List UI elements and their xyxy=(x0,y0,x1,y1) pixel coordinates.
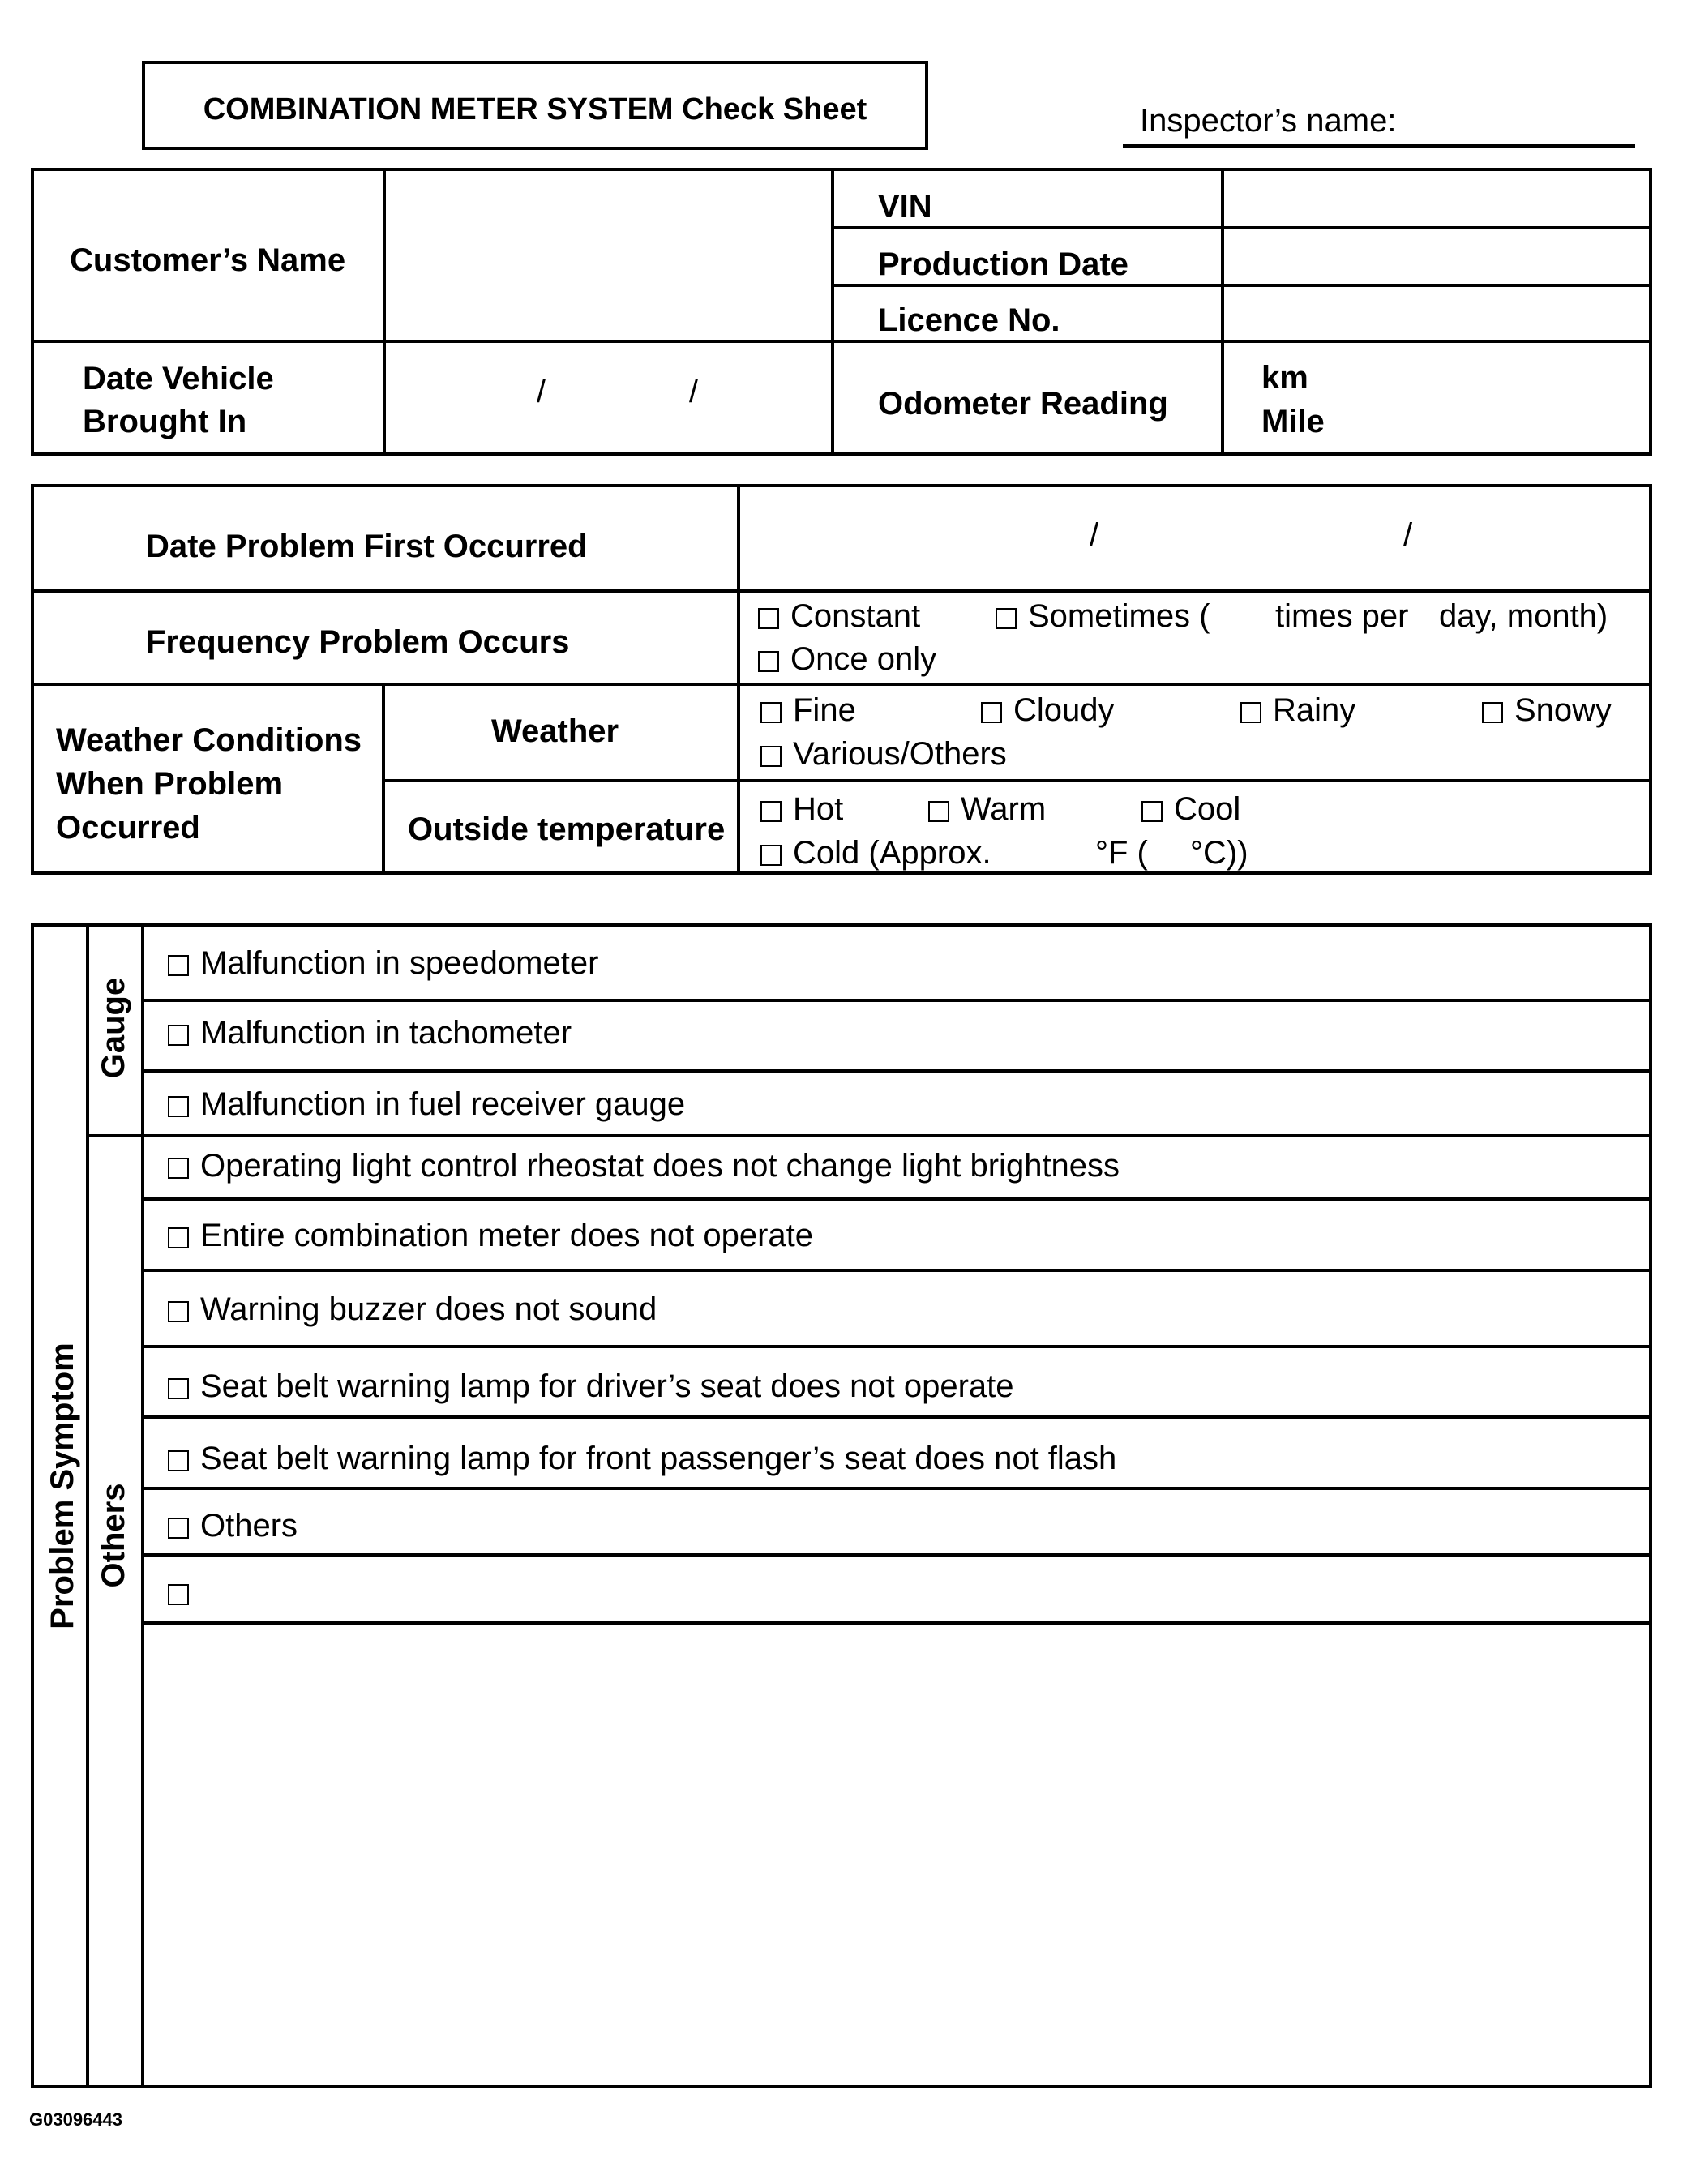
checkbox-icon[interactable] xyxy=(168,1158,189,1179)
weather-fine-option[interactable]: Fine xyxy=(760,694,856,726)
licence-field[interactable] xyxy=(1224,287,1649,340)
date-first-occurred-label: Date Problem First Occurred xyxy=(146,529,588,564)
weather-rainy-option[interactable]: Rainy xyxy=(1240,694,1355,726)
symptom-item[interactable]: Seat belt warning lamp for driver’s seat does not operate xyxy=(168,1370,1014,1402)
customer-name-label: Customer’s Name xyxy=(70,242,346,278)
date-vehicle-label-2: Brought In xyxy=(83,404,247,439)
symptom-item[interactable]: Seat belt warning lamp for front passenger’s seat does not flash xyxy=(168,1442,1116,1475)
vin-field[interactable] xyxy=(1224,171,1649,226)
weather-snowy-option[interactable]: Snowy xyxy=(1482,694,1612,726)
odometer-label: Odometer Reading xyxy=(878,386,1168,422)
freq-times-per-text: times per xyxy=(1275,598,1409,634)
outside-temperature-label: Outside temperature xyxy=(408,812,726,847)
symptom-item[interactable]: Entire combination meter does not operate xyxy=(168,1219,813,1252)
odometer-field[interactable] xyxy=(1224,343,1649,452)
mile-label: Mile xyxy=(1261,404,1325,439)
temp-cold-option[interactable]: Cold (Approx. xyxy=(760,837,991,869)
date-separator: / xyxy=(1090,517,1099,553)
customer-name-field[interactable] xyxy=(386,171,831,340)
date-separator: / xyxy=(1403,517,1413,553)
weather-group-label-1: Weather Conditions xyxy=(56,722,362,758)
licence-label: Licence No. xyxy=(878,302,1060,338)
checkbox-icon[interactable] xyxy=(760,801,782,822)
weather-group-label-2: When Problem xyxy=(56,766,284,802)
checkbox-icon[interactable] xyxy=(758,608,779,629)
freq-sometimes-option[interactable]: Sometimes ( xyxy=(996,600,1210,632)
sheet-title: COMBINATION METER SYSTEM Check Sheet xyxy=(203,92,867,126)
inspector-name-line[interactable] xyxy=(1123,144,1635,148)
checkbox-icon[interactable] xyxy=(1141,801,1163,822)
symptom-item[interactable]: Operating light control rheostat does not change light brightness xyxy=(168,1150,1120,1182)
symptom-item[interactable]: Malfunction in speedometer xyxy=(168,947,598,979)
checkbox-icon[interactable] xyxy=(928,801,949,822)
figure-id: G03096443 xyxy=(29,2109,122,2130)
freq-once-option[interactable]: Once only xyxy=(758,643,936,675)
freq-day-month-text: day, month) xyxy=(1439,598,1608,634)
km-label: km xyxy=(1261,360,1308,396)
symptom-item-blank[interactable] xyxy=(168,1576,200,1608)
checkbox-icon[interactable] xyxy=(760,746,782,767)
temp-fahrenheit-text: °F ( xyxy=(1095,835,1148,871)
checkbox-icon[interactable] xyxy=(168,1301,189,1322)
date-brought-in-field[interactable] xyxy=(386,343,831,452)
date-separator: / xyxy=(689,374,699,409)
date-separator: / xyxy=(537,374,546,409)
checkbox-icon[interactable] xyxy=(996,608,1017,629)
symptom-item[interactable]: Malfunction in fuel receiver gauge xyxy=(168,1088,685,1120)
checkbox-icon[interactable] xyxy=(758,651,779,672)
checkbox-icon[interactable] xyxy=(168,1450,189,1471)
freq-constant-option[interactable]: Constant xyxy=(758,600,920,632)
symptom-item[interactable]: Warning buzzer does not sound xyxy=(168,1293,657,1325)
checkbox-icon[interactable] xyxy=(168,1518,189,1539)
weather-group-label-3: Occurred xyxy=(56,810,200,846)
frequency-label: Frequency Problem Occurs xyxy=(146,624,570,660)
temp-cool-option[interactable]: Cool xyxy=(1141,793,1240,825)
production-date-field[interactable] xyxy=(1224,229,1649,284)
checkbox-icon[interactable] xyxy=(1482,702,1503,723)
temp-hot-option[interactable]: Hot xyxy=(760,793,843,825)
weather-cloudy-option[interactable]: Cloudy xyxy=(981,694,1115,726)
symptom-item[interactable]: Malfunction in tachometer xyxy=(168,1017,572,1049)
symptom-notes-area[interactable] xyxy=(144,1625,1649,2085)
inspector-label: Inspector’s name: xyxy=(1140,103,1397,139)
temp-celsius-text: °C)) xyxy=(1190,835,1248,871)
date-first-occurred-field[interactable] xyxy=(740,487,1649,589)
gauge-label: Gauge xyxy=(96,977,131,1079)
temp-warm-option[interactable]: Warm xyxy=(928,793,1046,825)
checkbox-icon[interactable] xyxy=(1240,702,1261,723)
weather-label: Weather xyxy=(491,713,619,749)
checkbox-icon[interactable] xyxy=(168,1227,189,1248)
production-date-label: Production Date xyxy=(878,246,1128,282)
checkbox-icon[interactable] xyxy=(168,1096,189,1117)
date-vehicle-label-1: Date Vehicle xyxy=(83,361,274,396)
weather-various-option[interactable]: Various/Others xyxy=(760,738,1007,770)
checkbox-icon[interactable] xyxy=(168,1378,189,1399)
others-label: Others xyxy=(96,1483,131,1588)
checkbox-icon[interactable] xyxy=(760,702,782,723)
problem-symptom-label: Problem Symptom xyxy=(45,1343,80,1629)
checkbox-icon[interactable] xyxy=(981,702,1002,723)
checkbox-icon[interactable] xyxy=(168,1584,189,1605)
vin-label: VIN xyxy=(878,189,932,225)
checkbox-icon[interactable] xyxy=(760,845,782,866)
checkbox-icon[interactable] xyxy=(168,1025,189,1046)
checkbox-icon[interactable] xyxy=(168,955,189,976)
symptom-item[interactable]: Others xyxy=(168,1510,298,1542)
